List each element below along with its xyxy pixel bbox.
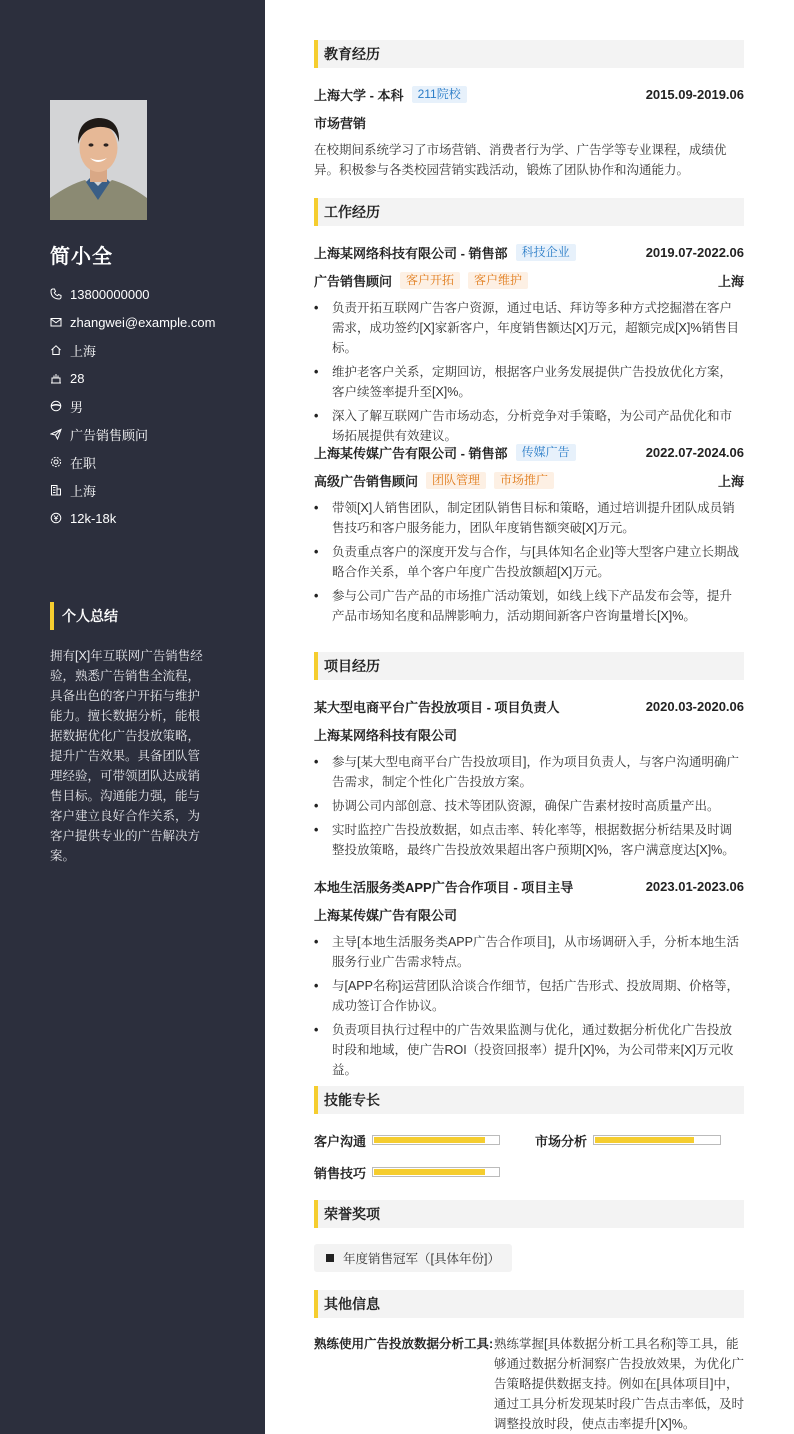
work-title: 工作经历 <box>314 198 744 226</box>
job-period: 2019.07-2022.06 <box>645 244 744 260</box>
list-item: • 负责项目执行过程中的广告效果监测与优化，通过数据分析优化广告投放时段和地域，使广告ROI（投资回报率）提升[X]%，为公司带来[X]万元收益。 <box>314 1020 744 1080</box>
education-major <box>314 112 744 132</box>
skill-tag: 市场推广 <box>494 472 554 489</box>
award-text: 年度销售冠军（[具体年份]） <box>343 1252 500 1266</box>
skill-bar <box>372 1167 500 1177</box>
skill-bar-fill <box>374 1137 485 1143</box>
list-item: • 负责开拓互联网广告客户资源，通过电话、拜访等多种方式挖掘潜在客户需求，成功签约[X]家新客户，年度销售额达[X]万元，超额完成[X]%销售目标。 <box>314 298 744 358</box>
job-header <box>314 442 744 462</box>
project-company: 上海某网络科技有限公司 <box>314 727 458 743</box>
project-company-row <box>314 724 744 744</box>
school-tag: 211院校 <box>412 86 467 103</box>
info-age <box>50 364 215 392</box>
skill-tag: 团队管理 <box>426 472 486 489</box>
skill-name: 客户沟通 <box>314 1133 367 1149</box>
other-label: 熟练使用广告投放数据分析工具: <box>314 1337 494 1351</box>
project-bullets <box>314 932 744 1084</box>
info-email <box>50 308 215 336</box>
company-tag: 科技企业 <box>516 244 576 261</box>
info-target-city <box>50 476 215 504</box>
skill-tag: 客户维护 <box>468 272 528 289</box>
skill-tag: 客户开拓 <box>400 272 460 289</box>
home-icon <box>50 344 62 356</box>
job-bullets <box>314 298 744 450</box>
skill-item <box>535 1130 721 1150</box>
gender-text: 男 <box>70 399 84 415</box>
school-name: 上海大学 - 本科 <box>314 87 404 103</box>
job-bullets <box>314 498 744 630</box>
other-title: 其他信息 <box>314 1290 744 1318</box>
send-icon <box>50 428 62 440</box>
phone-icon <box>50 288 62 300</box>
sidebar <box>0 0 265 1434</box>
square-bullet-icon <box>326 1254 334 1262</box>
settings-icon <box>50 456 62 468</box>
skill-bar <box>593 1135 721 1145</box>
job-period: 2022.07-2024.06 <box>645 444 744 460</box>
age-text: 28 <box>70 370 85 386</box>
skill-name: 销售技巧 <box>314 1165 367 1181</box>
info-phone <box>50 280 215 308</box>
summary-text: 拥有[X]年互联网广告销售经验，熟悉广告销售全流程，具备出色的客户开拓与维护能力。擅长数据分析，能根据数据优化广告投放策略，提升广告效果。具备团队管理经验，可带领团队达成销售目标。沟通能力强，能与客户建立良好合作关系，为客户提供专业的广告解决方案。 <box>50 649 203 863</box>
project-header <box>314 696 744 716</box>
job-header <box>314 242 744 262</box>
summary-title: 个人总结 <box>50 602 118 630</box>
target-city-text: 上海 <box>70 483 97 499</box>
job-role: 高级广告销售顾问 <box>314 473 419 489</box>
money-icon <box>50 512 62 524</box>
list-item: • 深入了解互联网广告市场动态，分析竞争对手策略，为公司产品优化和市场拓展提供有效建议。 <box>314 406 744 446</box>
company-tag: 传媒广告 <box>516 444 576 461</box>
skill-name: 市场分析 <box>535 1133 588 1149</box>
skill-bar-fill <box>374 1169 485 1175</box>
project-company: 上海某传媒广告有限公司 <box>314 907 458 923</box>
gender-icon <box>50 400 62 412</box>
job-company: 上海某传媒广告有限公司 - 销售部 <box>314 445 508 461</box>
skill-item <box>314 1162 500 1182</box>
avatar-image <box>50 100 147 220</box>
project-bullets <box>314 752 744 864</box>
major-text: 市场营销 <box>314 115 367 131</box>
project-header <box>314 876 744 896</box>
info-status <box>50 448 215 476</box>
phone-text: 13800000000 <box>70 286 150 302</box>
list-item: • 负责重点客户的深度开发与合作，与[具体知名企业]等大型客户建立长期战略合作关系，单个客户年度广告投放额超[X]万元。 <box>314 542 744 582</box>
candidate-name: 简小全 <box>50 246 113 268</box>
list-item: • 带领[X]人销售团队，制定团队销售目标和策略，通过培训提升团队成员销售技巧和客户服务能力，团队年度销售额突破[X]万元。 <box>314 498 744 538</box>
salary-text: 12k-18k <box>70 510 117 526</box>
education-header <box>314 84 744 104</box>
project-name: 某大型电商平台广告投放项目 - 项目负责人 <box>314 699 560 715</box>
education-desc: 在校期间系统学习了市场营销、消费者行为学、广告学等专业课程，成绩优异。积极参与各类校园营销实践活动，锻炼了团队协作和沟通能力。 <box>314 143 727 177</box>
list-item: • 与[APP名称]运营团队洽谈合作细节，包括广告形式、投放周期、价格等，成功签订合作协议。 <box>314 976 744 1016</box>
project-period: 2023.01-2023.06 <box>645 878 744 894</box>
email-text: zhangwei@example.com <box>70 314 216 330</box>
contact-info <box>50 280 215 532</box>
skills-title: 技能专长 <box>314 1086 744 1114</box>
project-period: 2020.03-2020.06 <box>645 698 744 714</box>
job-city: 上海 <box>717 473 744 489</box>
list-item: • 维护老客户关系，定期回访，根据客户业务发展提供广告投放优化方案，客户续签率提升至[X]%。 <box>314 362 744 402</box>
job-role-row <box>314 470 744 490</box>
list-item: • 参与公司广告产品的市场推广活动策划，如线上线下产品发布会等，提升产品市场知名度和品牌影响力，活动期间新客户咨询量增长[X]%。 <box>314 586 744 626</box>
education-period: 2015.09-2019.06 <box>645 86 744 102</box>
building-icon <box>50 484 62 496</box>
info-position <box>50 420 215 448</box>
location-text: 上海 <box>70 343 97 359</box>
list-item: • 参与[某大型电商平台广告投放项目]，作为项目负责人，与客户沟通明确广告需求，制定个性化广告投放方案。 <box>314 752 744 792</box>
profile-photo <box>50 100 147 220</box>
projects-title: 项目经历 <box>314 652 744 680</box>
job-company: 上海某网络科技有限公司 - 销售部 <box>314 245 508 261</box>
project-name: 本地生活服务类APP广告合作项目 - 项目主导 <box>314 879 574 895</box>
mail-icon <box>50 316 62 328</box>
info-location <box>50 336 215 364</box>
position-text: 广告销售顾问 <box>70 427 149 443</box>
project-company-row <box>314 904 744 924</box>
job-city: 上海 <box>717 273 744 289</box>
list-item: • 协调公司内部创意、技术等团队资源，确保广告素材按时高质量产出。 <box>314 796 744 816</box>
job-role: 广告销售顾问 <box>314 273 393 289</box>
list-item: • 实时监控广告投放数据，如点击率、转化率等，根据数据分析结果及时调整投放策略，最终广告投放效果超出客户预期[X]%，客户满意度达[X]%。 <box>314 820 744 860</box>
award-item <box>314 1244 512 1272</box>
status-text: 在职 <box>70 455 97 471</box>
list-item: • 主导[本地生活服务类APP广告合作项目]，从市场调研入手，分析本地生活服务行业广告需求特点。 <box>314 932 744 972</box>
awards-title: 荣誉奖项 <box>314 1200 744 1228</box>
skill-bar <box>372 1135 500 1145</box>
info-salary <box>50 504 215 532</box>
education-title: 教育经历 <box>314 40 744 68</box>
info-gender <box>50 392 215 420</box>
cake-icon <box>50 372 62 384</box>
skill-bar-fill <box>595 1137 694 1143</box>
job-role-row <box>314 270 744 290</box>
skill-item <box>314 1130 500 1150</box>
other-text: 熟练掌握[具体数据分析工具名称]等工具，能够通过数据分析洞察广告投放效果，为优化广告策略提供数据支持。例如在[具体项目]中，通过工具分析发现某时段广告点击率低，及时调整投放时段，使点击率提升[X]%。 <box>494 1337 745 1431</box>
